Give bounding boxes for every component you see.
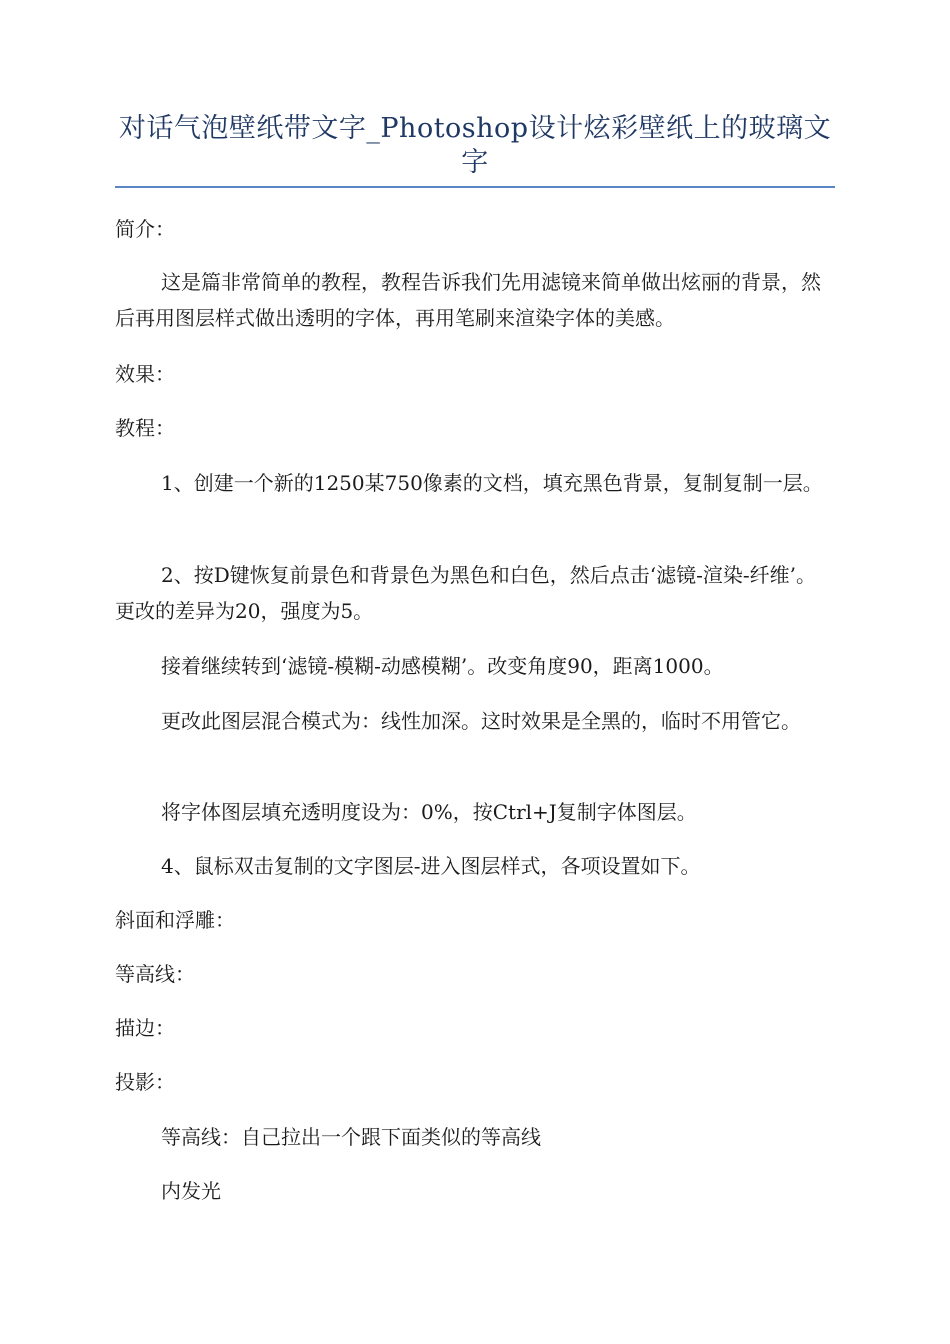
tutorial-label: 教程： [115, 416, 175, 440]
step-4-paragraph: 4、鼠标双击复制的文字图层-进入图层样式，各项设置如下。 [161, 854, 701, 878]
intro-paragraph: 这是篇非常简单的教程，教程告诉我们先用滤镜来简单做出炫丽的背景，然后再用图层样式做出透明的字体，再用笔刷来渲染字体的美感。 [115, 270, 821, 330]
title-underline [115, 186, 835, 188]
step-1-paragraph: 1、创建一个新的1250某750像素的文档，填充黑色背景，复制复制一层。 [161, 471, 823, 495]
contour-label: 等高线： [115, 962, 195, 986]
step-3-paragraph: 将字体图层填充透明度设为：0%，按Ctrl+J复制字体图层。 [161, 800, 697, 824]
bevel-emboss-label: 斜面和浮雕： [115, 908, 235, 932]
inner-glow-label: 内发光 [161, 1179, 221, 1203]
intro-label: 简介： [115, 217, 175, 241]
step-2-paragraph: 2、按D键恢复前景色和背景色为黑色和白色，然后点击‘滤镜-渲染-纤维’。更改的差异为20，强度为5。 [115, 563, 816, 623]
document-title: 对话气泡壁纸带文字_Photoshop设计炫彩壁纸上的玻璃文字 [118, 113, 832, 178]
step-2-blend-mode-paragraph: 更改此图层混合模式为：线性加深。这时效果是全黑的，临时不用管它。 [161, 709, 801, 733]
step-2-motion-blur-paragraph: 接着继续转到‘滤镜-模糊-动感模糊’。改变角度90，距离1000。 [161, 654, 724, 678]
effect-label: 效果： [115, 362, 175, 386]
stroke-label: 描边： [115, 1016, 175, 1040]
contour-note-paragraph: 等高线：自己拉出一个跟下面类似的等高线 [161, 1125, 541, 1149]
drop-shadow-label: 投影： [115, 1070, 175, 1094]
